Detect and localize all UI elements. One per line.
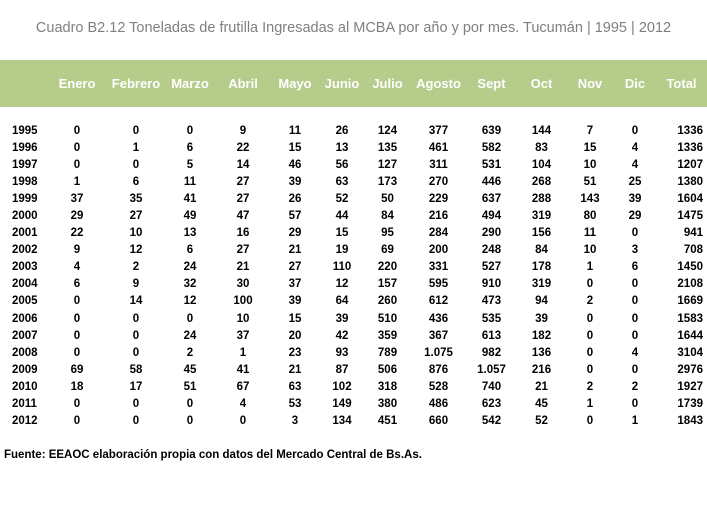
year-cell: 1998 [12, 176, 38, 189]
value-cell: 9 [73, 244, 81, 257]
table-row [0, 140, 707, 157]
value-cell: 494 [481, 210, 502, 223]
value-cell: 0 [631, 227, 639, 240]
value-cell: 23 [288, 346, 302, 359]
table-row [0, 293, 707, 310]
header-febrero: Febrero [111, 76, 161, 91]
value-cell: 639 [481, 125, 502, 138]
value-cell: 288 [531, 193, 552, 206]
value-cell: 13 [183, 227, 197, 240]
year-cell: 2004 [12, 278, 38, 291]
value-cell: 0 [631, 312, 639, 325]
value-cell: 268 [531, 176, 552, 189]
value-cell: 41 [236, 363, 250, 376]
value-cell: 58 [129, 363, 143, 376]
value-cell: 216 [428, 210, 449, 223]
year-cell: 2003 [12, 261, 38, 274]
value-cell: 26 [288, 193, 302, 206]
value-cell: 69 [381, 244, 394, 257]
value-cell: 12 [335, 278, 349, 291]
value-cell: 64 [335, 295, 349, 308]
year-cell: 2009 [12, 363, 38, 376]
header-year [0, 60, 46, 107]
header-julio: Julio [372, 76, 403, 91]
source-note: Fuente: EEAOC elaboración propia con datos del Mercado Central de Bs.As. [4, 449, 422, 461]
value-cell: 94 [535, 295, 548, 308]
value-cell: 229 [428, 193, 449, 206]
table-row [0, 157, 707, 174]
value-cell: 613 [481, 329, 502, 342]
value-cell: 0 [186, 397, 194, 410]
value-cell: 4 [73, 261, 81, 274]
year-cell: 1996 [12, 142, 38, 155]
spacer-row [0, 107, 707, 123]
value-cell: 16 [236, 227, 250, 240]
table-row [0, 328, 707, 345]
value-cell: 39 [288, 295, 302, 308]
value-cell: 0 [631, 295, 639, 308]
value-cell: 17 [129, 380, 143, 393]
value-cell: 1 [586, 261, 594, 274]
value-cell: 451 [377, 414, 398, 427]
value-cell: 10 [236, 312, 250, 325]
total-cell: 2108 [677, 278, 703, 291]
value-cell: 220 [377, 261, 398, 274]
value-cell: 660 [428, 414, 449, 427]
value-cell: 2 [631, 380, 639, 393]
header-abril: Abril [228, 76, 258, 91]
table-row [0, 276, 707, 293]
year-cell: 1997 [12, 159, 38, 172]
value-cell: 0 [631, 329, 639, 342]
value-cell: 24 [183, 261, 197, 274]
value-cell: 0 [132, 414, 140, 427]
value-cell: 15 [583, 142, 597, 155]
header-dic: Dic [624, 76, 646, 91]
header-oct: Oct [530, 76, 553, 91]
value-cell: 4 [239, 397, 247, 410]
value-cell: 29 [70, 210, 84, 223]
value-cell: 0 [586, 278, 594, 291]
value-cell: 15 [288, 142, 302, 155]
total-cell: 2976 [677, 363, 703, 376]
year-cell: 2002 [12, 244, 38, 257]
value-cell: 377 [428, 125, 449, 138]
value-cell: 6 [73, 278, 81, 291]
total-cell: 1644 [677, 329, 703, 342]
value-cell: 1 [631, 414, 639, 427]
value-cell: 510 [377, 312, 398, 325]
value-cell: 248 [481, 244, 502, 257]
value-cell: 319 [531, 278, 552, 291]
value-cell: 25 [628, 176, 642, 189]
table-row [0, 191, 707, 208]
value-cell: 380 [377, 397, 398, 410]
value-cell: 110 [332, 261, 352, 274]
value-cell: 2 [586, 380, 594, 393]
value-cell: 506 [377, 363, 398, 376]
value-cell: 63 [288, 380, 302, 393]
value-cell: 22 [70, 227, 84, 240]
value-cell: 134 [332, 414, 352, 427]
value-cell: 1 [239, 346, 247, 359]
value-cell: 69 [70, 363, 84, 376]
value-cell: 95 [381, 227, 394, 240]
value-cell: 156 [531, 227, 552, 240]
value-cell: 19 [335, 244, 349, 257]
total-cell: 1669 [677, 295, 703, 308]
year-cell: 2001 [12, 227, 38, 240]
value-cell: 104 [531, 159, 552, 172]
value-cell: 0 [631, 125, 639, 138]
value-cell: 3 [631, 244, 639, 257]
header-agosto: Agosto [416, 76, 461, 91]
total-cell: 941 [683, 227, 703, 240]
header-junio: Junio [324, 76, 360, 91]
value-cell: 39 [335, 312, 349, 325]
value-cell: 910 [481, 278, 502, 291]
value-cell: 0 [586, 329, 594, 342]
value-cell: 49 [183, 210, 197, 223]
value-cell: 0 [586, 363, 594, 376]
value-cell: 637 [481, 193, 502, 206]
data-table [0, 60, 707, 430]
value-cell: 30 [236, 278, 250, 291]
value-cell: 740 [481, 380, 502, 393]
value-cell: 0 [186, 125, 194, 138]
value-cell: 84 [535, 244, 548, 257]
value-cell: 63 [335, 176, 349, 189]
value-cell: 486 [428, 397, 449, 410]
value-cell: 0 [73, 346, 81, 359]
value-cell: 39 [535, 312, 548, 325]
value-cell: 436 [428, 312, 449, 325]
value-cell: 200 [428, 244, 449, 257]
value-cell: 45 [535, 397, 548, 410]
value-cell: 11 [183, 176, 197, 189]
value-cell: 1 [73, 176, 81, 189]
year-cell: 2011 [12, 397, 37, 410]
value-cell: 0 [73, 142, 81, 155]
value-cell: 319 [531, 210, 552, 223]
total-cell: 1450 [677, 261, 703, 274]
total-cell: 1380 [677, 176, 703, 189]
value-cell: 6 [132, 176, 140, 189]
table-row [0, 123, 707, 140]
value-cell: 18 [70, 380, 84, 393]
value-cell: 6 [631, 261, 639, 274]
value-cell: 311 [429, 159, 448, 172]
value-cell: 0 [631, 397, 639, 410]
value-cell: 0 [132, 329, 140, 342]
value-cell: 0 [631, 278, 639, 291]
value-cell: 14 [236, 159, 250, 172]
value-cell: 1 [586, 397, 594, 410]
year-cell: 2010 [12, 380, 38, 393]
value-cell: 57 [288, 210, 302, 223]
value-cell: 6 [186, 142, 194, 155]
value-cell: 0 [73, 312, 81, 325]
value-cell: 789 [377, 346, 398, 359]
value-cell: 0 [132, 125, 140, 138]
value-cell: 0 [631, 363, 639, 376]
value-cell: 531 [481, 159, 502, 172]
value-cell: 4 [631, 142, 639, 155]
value-cell: 46 [288, 159, 302, 172]
header-total: Total [666, 76, 697, 91]
value-cell: 87 [335, 363, 349, 376]
header-sept: Sept [477, 76, 506, 91]
value-cell: 0 [73, 159, 81, 172]
table-row [0, 345, 707, 362]
value-cell: 0 [73, 414, 81, 427]
value-cell: 535 [481, 312, 502, 325]
table-row [0, 208, 707, 225]
header-marzo: Marzo [171, 76, 209, 91]
value-cell: 15 [288, 312, 302, 325]
value-cell: 4 [631, 346, 639, 359]
value-cell: 595 [428, 278, 449, 291]
value-cell: 0 [239, 414, 247, 427]
value-cell: 21 [288, 363, 302, 376]
table-row [0, 174, 707, 191]
value-cell: 318 [377, 380, 398, 393]
value-cell: 52 [335, 193, 349, 206]
year-cell: 2007 [12, 329, 38, 342]
value-cell: 331 [428, 261, 449, 274]
value-cell: 13 [335, 142, 349, 155]
value-cell: 56 [335, 159, 349, 172]
value-cell: 0 [132, 159, 140, 172]
value-cell: 67 [236, 380, 250, 393]
value-cell: 136 [531, 346, 552, 359]
value-cell: 5 [186, 159, 194, 172]
value-cell: 27 [236, 193, 250, 206]
value-cell: 21 [236, 261, 250, 274]
value-cell: 21 [535, 380, 548, 393]
value-cell: 6 [186, 244, 194, 257]
value-cell: 21 [288, 244, 302, 257]
total-cell: 1604 [677, 193, 703, 206]
total-cell: 708 [683, 244, 703, 257]
value-cell: 51 [183, 380, 197, 393]
value-cell: 542 [481, 414, 502, 427]
header-enero: Enero [58, 76, 96, 91]
total-cell: 1843 [677, 414, 703, 427]
total-cell: 1207 [677, 159, 703, 172]
value-cell: 173 [377, 176, 398, 189]
value-cell: 51 [583, 176, 597, 189]
total-cell: 1739 [677, 397, 703, 410]
value-cell: 127 [377, 159, 398, 172]
value-cell: 144 [531, 125, 552, 138]
value-cell: 612 [428, 295, 449, 308]
table-row [0, 396, 707, 413]
table-row [0, 379, 707, 396]
value-cell: 45 [183, 363, 197, 376]
value-cell: 0 [186, 312, 194, 325]
value-cell: 359 [377, 329, 398, 342]
value-cell: 10 [129, 227, 143, 240]
year-cell: 2000 [12, 210, 38, 223]
value-cell: 44 [335, 210, 349, 223]
value-cell: 27 [236, 176, 250, 189]
value-cell: 135 [377, 142, 398, 155]
value-cell: 50 [381, 193, 394, 206]
value-cell: 9 [239, 125, 247, 138]
value-cell: 0 [586, 346, 594, 359]
value-cell: 12 [183, 295, 197, 308]
value-cell: 0 [132, 346, 140, 359]
value-cell: 284 [428, 227, 449, 240]
total-cell: 1583 [677, 312, 703, 325]
year-cell: 2005 [12, 295, 38, 308]
total-cell: 1336 [677, 142, 703, 155]
value-cell: 27 [236, 244, 250, 257]
value-cell: 876 [428, 363, 449, 376]
value-cell: 12 [129, 244, 143, 257]
value-cell: 80 [583, 210, 597, 223]
value-cell: 9 [132, 278, 140, 291]
value-cell: 1 [132, 142, 140, 155]
table-row [0, 225, 707, 242]
value-cell: 0 [73, 125, 81, 138]
value-cell: 32 [183, 278, 197, 291]
value-cell: 2 [586, 295, 594, 308]
value-cell: 270 [428, 176, 449, 189]
value-cell: 0 [73, 397, 81, 410]
value-cell: 10 [583, 159, 597, 172]
year-cell: 2012 [12, 414, 38, 427]
value-cell: 100 [233, 295, 253, 308]
value-cell: 473 [481, 295, 502, 308]
value-cell: 10 [583, 244, 597, 257]
total-cell: 1336 [677, 125, 703, 138]
value-cell: 178 [531, 261, 552, 274]
value-cell: 0 [586, 414, 594, 427]
value-cell: 26 [335, 125, 349, 138]
value-cell: 4 [631, 159, 639, 172]
value-cell: 0 [186, 414, 194, 427]
value-cell: 29 [288, 227, 302, 240]
value-cell: 24 [183, 329, 197, 342]
year-cell: 2008 [12, 346, 38, 359]
value-cell: 260 [377, 295, 398, 308]
value-cell: 446 [481, 176, 502, 189]
value-cell: 27 [288, 261, 302, 274]
value-cell: 367 [428, 329, 449, 342]
year-cell: 2006 [12, 312, 38, 325]
value-cell: 582 [481, 142, 502, 155]
value-cell: 35 [129, 193, 143, 206]
value-cell: 0 [132, 312, 140, 325]
value-cell: 124 [377, 125, 398, 138]
header-mayo: Mayo [278, 76, 312, 91]
value-cell: 157 [377, 278, 398, 291]
value-cell: 37 [70, 193, 84, 206]
value-cell: 20 [288, 329, 302, 342]
value-cell: 0 [586, 312, 594, 325]
value-cell: 27 [129, 210, 143, 223]
table-title: Cuadro B2.12 Toneladas de frutilla Ingresadas al MCBA por año y por mes. Tucumán | 1995 | 2012 [35, 20, 672, 36]
value-cell: 41 [183, 193, 197, 206]
year-cell: 1995 [12, 125, 38, 138]
value-cell: 39 [288, 176, 302, 189]
value-cell: 623 [481, 397, 502, 410]
value-cell: 53 [288, 397, 302, 410]
year-cell: 1999 [12, 193, 38, 206]
value-cell: 143 [580, 193, 600, 206]
table-row [0, 413, 707, 430]
value-cell: 83 [535, 142, 548, 155]
value-cell: 14 [129, 295, 143, 308]
value-cell: 47 [236, 210, 250, 223]
value-cell: 0 [132, 397, 140, 410]
value-cell: 11 [583, 227, 597, 240]
value-cell: 52 [535, 414, 548, 427]
value-cell: 149 [332, 397, 352, 410]
total-cell: 1927 [677, 380, 703, 393]
value-cell: 22 [236, 142, 250, 155]
value-cell: 2 [132, 261, 140, 274]
value-cell: 37 [288, 278, 302, 291]
value-cell: 982 [481, 346, 502, 359]
value-cell: 216 [531, 363, 552, 376]
table-row [0, 242, 707, 259]
value-cell: 528 [428, 380, 449, 393]
table-row [0, 259, 707, 276]
value-cell: 0 [73, 295, 81, 308]
value-cell: 527 [481, 261, 502, 274]
value-cell: 37 [236, 329, 250, 342]
value-cell: 102 [332, 380, 352, 393]
value-cell: 29 [628, 210, 642, 223]
value-cell: 84 [381, 210, 394, 223]
value-cell: 39 [628, 193, 642, 206]
table-row [0, 362, 707, 379]
value-cell: 93 [335, 346, 349, 359]
value-cell: 290 [481, 227, 502, 240]
total-cell: 1475 [677, 210, 703, 223]
header-nov: Nov [577, 76, 603, 91]
table-row [0, 311, 707, 328]
value-cell: 15 [335, 227, 349, 240]
value-cell: 2 [186, 346, 194, 359]
table-body [0, 107, 707, 430]
value-cell: 1.075 [424, 346, 453, 359]
value-cell: 11 [288, 125, 302, 138]
value-cell: 42 [335, 329, 349, 342]
value-cell: 1.057 [477, 363, 506, 376]
value-cell: 182 [531, 329, 552, 342]
value-cell: 3 [291, 414, 299, 427]
value-cell: 7 [586, 125, 594, 138]
header-row [0, 60, 707, 107]
value-cell: 0 [73, 329, 81, 342]
total-cell: 3104 [677, 346, 703, 359]
value-cell: 461 [428, 142, 449, 155]
